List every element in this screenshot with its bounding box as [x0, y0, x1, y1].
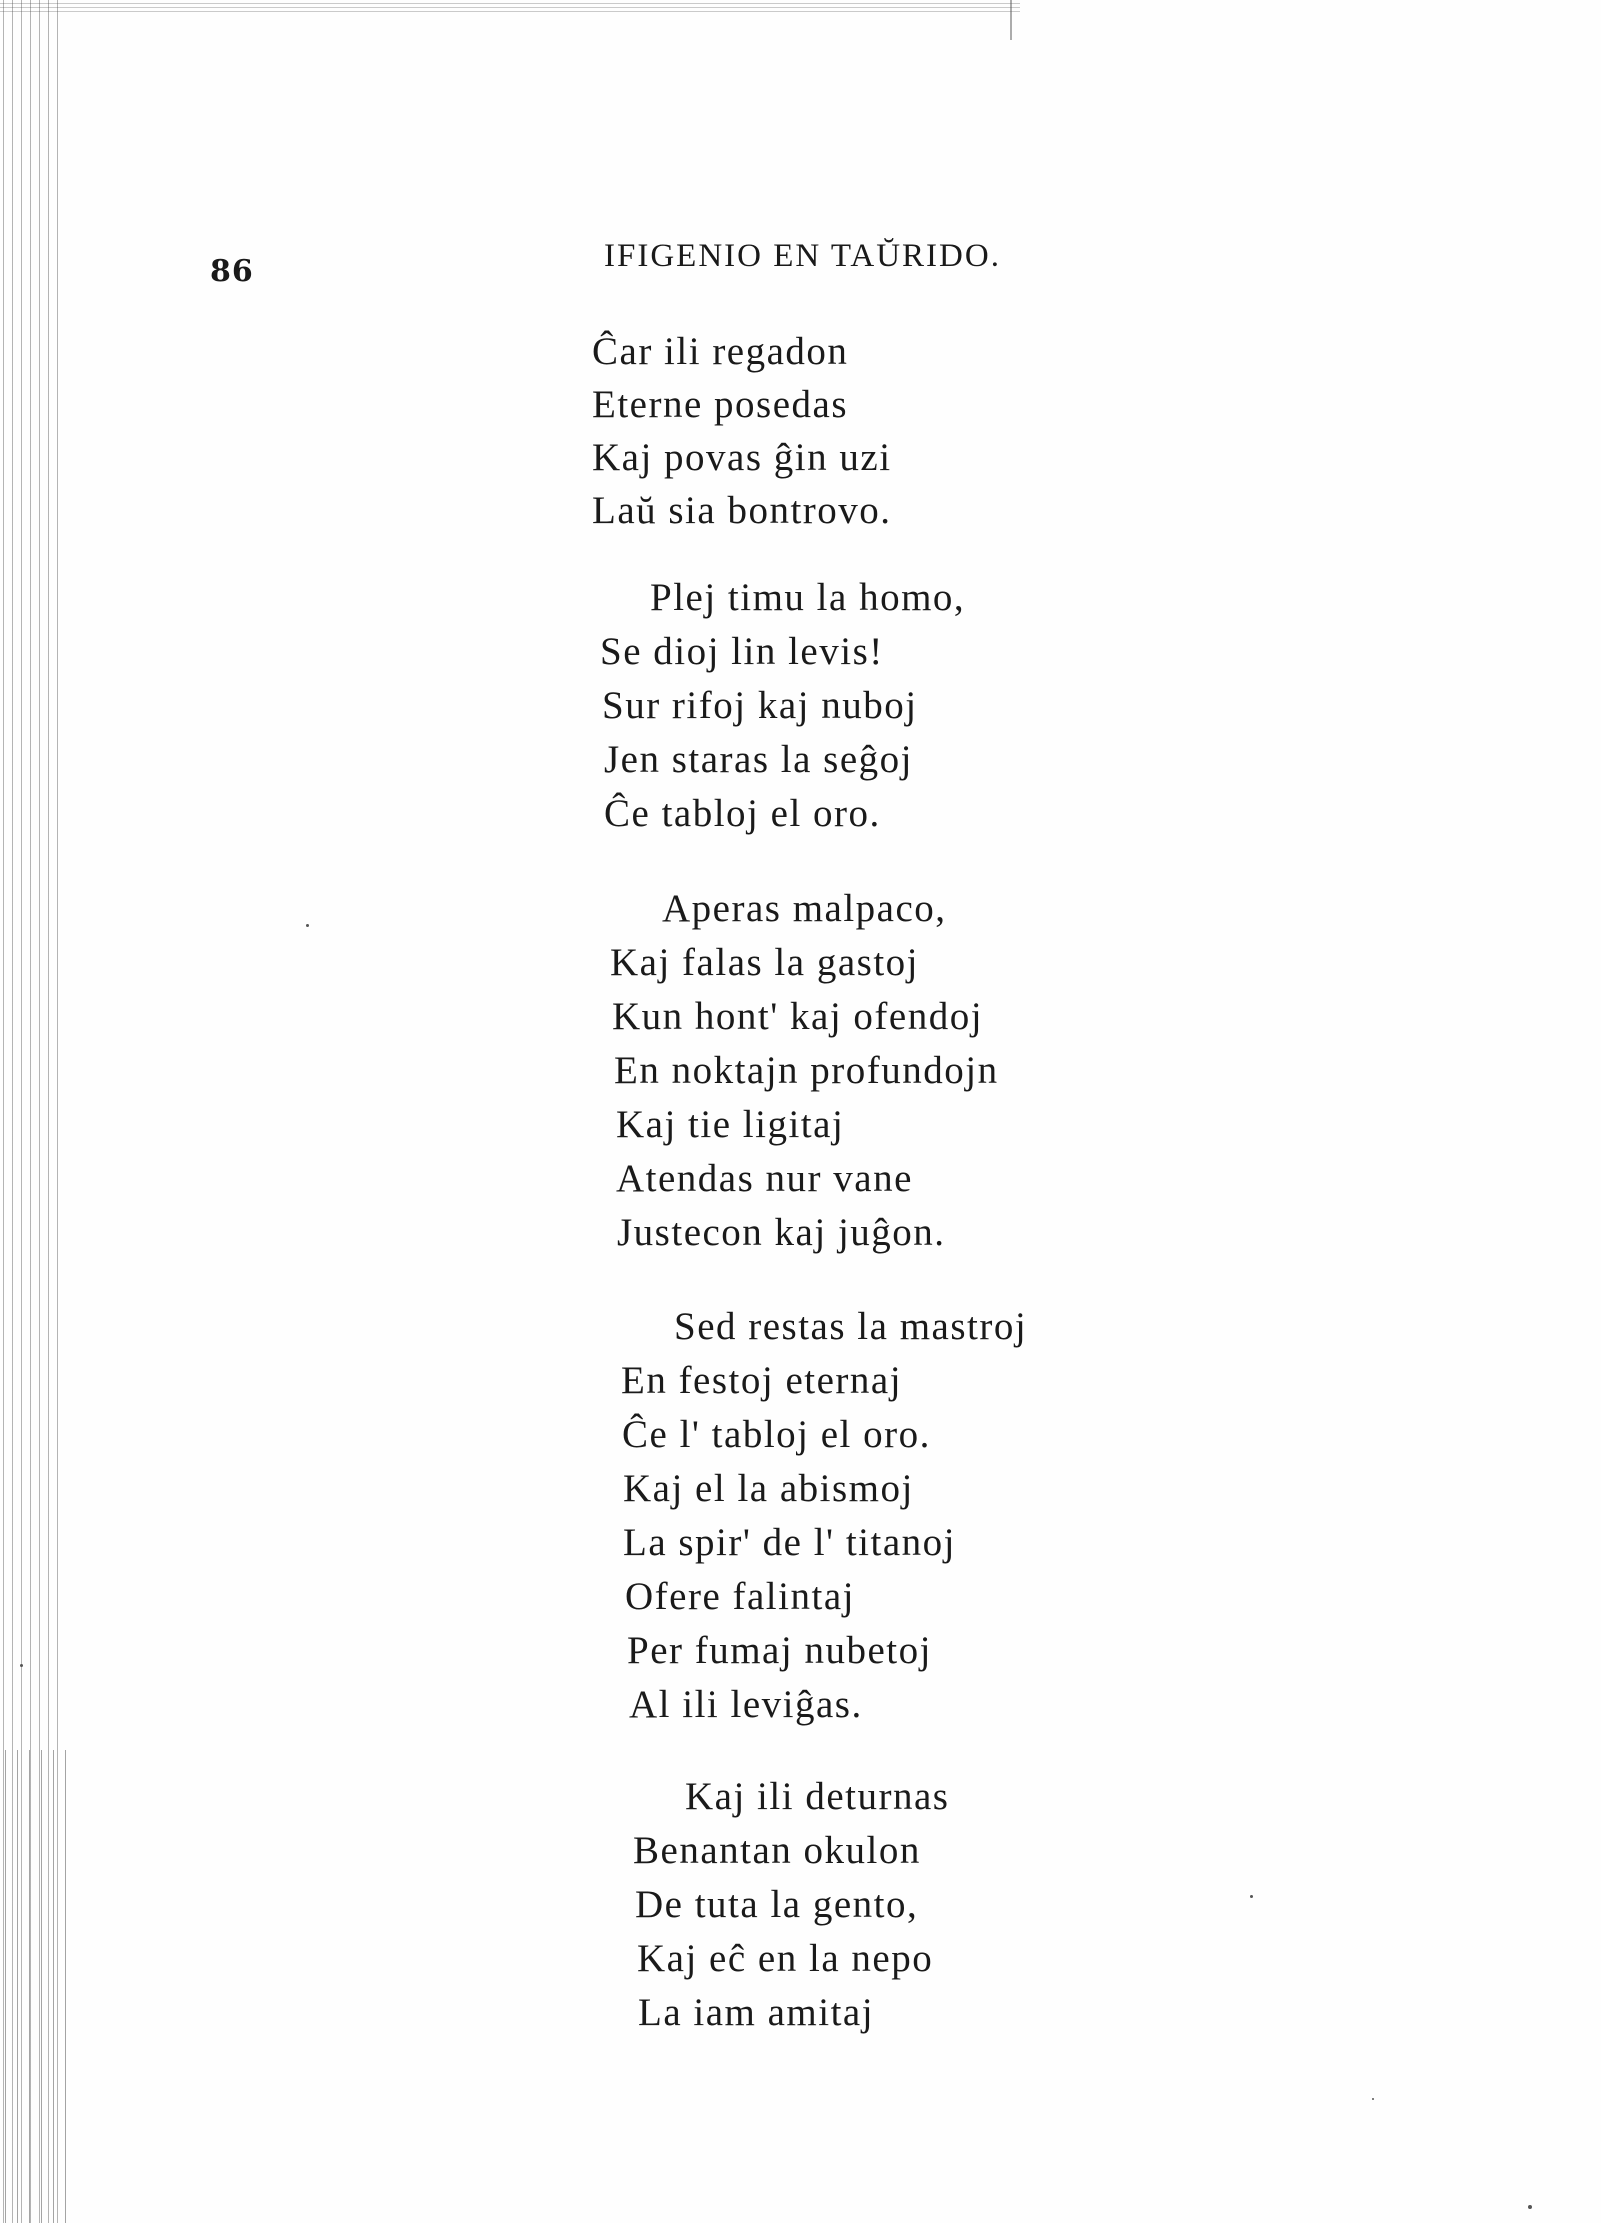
poem-line: Per fumaj nubetoj [627, 1629, 932, 1672]
poem-line: En festoj eternaj [621, 1359, 903, 1402]
poem-line: Kaj povas ĝin uzi [592, 436, 892, 479]
poem-line: Se dioj lin levis! [600, 630, 884, 673]
scan-speck [1250, 1895, 1253, 1898]
poem-line: Ĉe l' tabloj el oro. [622, 1413, 931, 1456]
scan-speck [306, 924, 309, 927]
page-number: 86 [210, 254, 254, 289]
scan-speck [1528, 2205, 1532, 2209]
poem-line: Ĉe tabloj el oro. [604, 792, 881, 835]
poem-line: La iam amitaj [638, 1991, 875, 2034]
poem-line: Eterne posedas [592, 383, 848, 426]
poem-line: Ofere falintaj [625, 1575, 855, 1618]
poem-line: Kaj falas la gastoj [610, 941, 919, 984]
poem-line: Kaj ili deturnas [685, 1775, 950, 1818]
poem-line: En noktajn profundojn [614, 1049, 999, 1092]
poem-line: Kaj eĉ en la nepo [637, 1937, 934, 1980]
poem-line: Plej timu la homo, [650, 576, 966, 619]
running-head: IFIGENIO EN TAŬRIDO. [604, 238, 1001, 274]
poem-line: Atendas nur vane [616, 1157, 913, 1200]
poem-line: De tuta la gento, [635, 1883, 919, 1926]
poem-line: Benantan okulon [633, 1829, 921, 1872]
poem-line: La spir' de l' titanoj [623, 1521, 956, 1564]
poem-line: Laŭ sia bontrovo. [592, 489, 892, 532]
poem-line: Kaj el la abismoj [623, 1467, 914, 1510]
scan-speck [20, 1664, 23, 1667]
poem-line: Aperas malpaco, [662, 887, 947, 930]
poem-line: Kun hont' kaj ofendoj [612, 995, 984, 1038]
poem-line: Justecon kaj juĝon. [617, 1211, 946, 1254]
poem-line: Sur rifoj kaj nuboj [602, 684, 918, 727]
poem-line: Kaj tie ligitaj [616, 1103, 845, 1146]
poem-line: Sed restas la mastroj [674, 1305, 1028, 1348]
poem-line: Al ili leviĝas. [629, 1683, 863, 1726]
poem-line: Jen staras la seĝoj [604, 738, 914, 781]
poem-line: Ĉar ili regadon [592, 330, 849, 373]
scan-speck [1372, 2098, 1374, 2100]
